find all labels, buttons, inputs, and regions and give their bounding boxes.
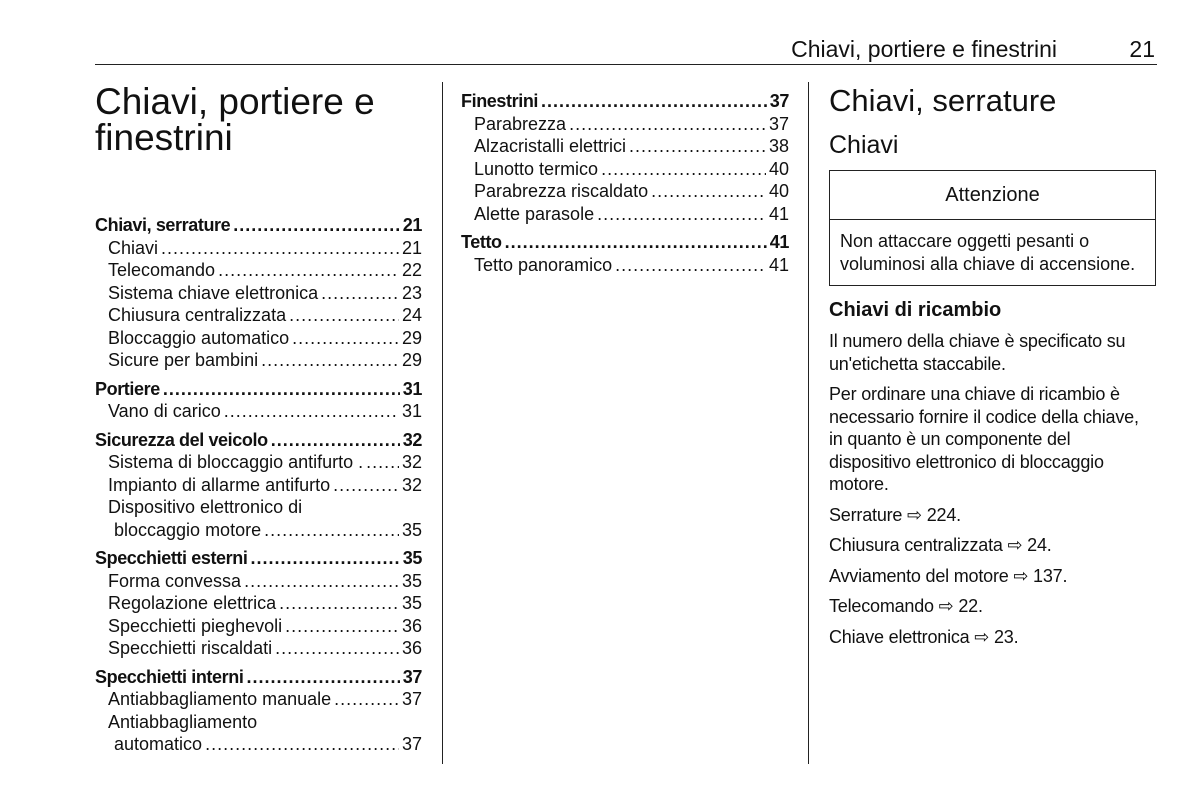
paragraph: Per ordinare una chiave di ricambio è necessario fornire il codice della chiave, in quanto è un componente del dispositivo elettronico di bloccaggio motore. [829,384,1139,494]
paragraph: Chiave elettronica ⇨ 23. [829,626,1019,647]
toc-entry-page: 41 [768,254,789,275]
toc-entry-page: 23 [401,282,422,303]
toc-section-entry [95,429,422,452]
toc-entry-page: 29 [401,327,422,348]
toc-leader-dots [366,451,399,474]
toc-entry-page: 36 [401,638,422,658]
toc-entry [461,158,789,181]
toc-entry [95,733,422,756]
toc-entry [95,304,422,327]
toc-leader-dots [541,90,767,113]
warning-text: Non attaccare oggetti pesanti o voluminosi alla chiave di accensione. [840,231,1136,274]
toc-entry [95,688,422,711]
toc-entry [461,203,789,226]
toc-leader-dots [629,135,766,158]
toc-entry-title: Impianto di allarme antifurto [108,474,331,495]
table-of-contents [95,214,422,762]
toc-section-entry [95,378,422,401]
toc-entry [95,349,422,372]
toc-leader-dots [334,688,399,711]
toc-entry-title: Sistema di bloccaggio antifurto . [108,452,364,472]
toc-entry [95,615,422,638]
toc-entry [95,570,422,593]
toc-entry [95,400,422,423]
toc-entry-page: 24 [401,305,422,325]
toc-entry-page: 21 [402,215,422,235]
toc-leader-dots [264,519,399,542]
toc-leader-dots [289,304,399,327]
toc-entry-title: Chiavi, serrature [95,215,231,235]
toc-entry-page: 35 [401,519,422,540]
toc-entry-title: Sistema chiave elettronica [108,282,319,303]
toc-entry [95,711,422,734]
toc-leader-dots [161,237,399,260]
toc-entry [461,135,789,158]
toc-group [95,547,422,660]
toc-entry-page: 40 [768,181,789,201]
toc-entry [461,113,789,136]
toc-entry [95,451,422,474]
toc-entry-title: Specchietti interni [95,666,244,687]
toc-section-entry [461,90,789,113]
toc-entry-title: Parabrezza riscaldato [474,181,649,201]
warning-box [829,170,1156,286]
toc-leader-dots [275,637,399,660]
toc-entry-title: Alzacristalli elettrici [474,136,627,156]
toc-group [95,666,422,756]
toc-entry [95,237,422,260]
toc-entry-title: automatico [114,734,203,754]
toc-entry [95,327,422,350]
toc-entry-title: Tetto [461,232,502,252]
toc-entry-title: Dispositivo elettronico di [108,497,303,517]
chapter-title: Chiavi, portiere e finestrini [95,81,375,158]
toc-entry-page: 35 [401,593,422,613]
paragraph: Serrature ⇨ 224. [829,504,961,525]
toc-entry-title: Parabrezza [474,113,567,134]
page-header [95,34,1157,65]
toc-entry-title: Forma convessa [108,570,242,591]
toc-group [461,231,789,276]
paragraph: Telecomando ⇨ 22. [829,596,983,616]
toc-leader-dots [279,592,399,615]
toc-entry-page: 31 [401,401,422,421]
toc-entry-title: Finestrini [461,91,539,111]
toc-leader-dots [224,400,399,423]
toc-entry-title: Portiere [95,378,160,399]
toc-section-entry [95,214,422,237]
toc-entry-page: 37 [769,91,789,111]
toc-entry-page: 37 [768,113,789,134]
toc-leader-dots [569,113,766,136]
toc-group [95,378,422,423]
toc-entry-page: 35 [401,570,422,591]
toc-entry-page: 35 [402,548,422,568]
toc-entry [95,474,422,497]
table-of-contents [461,90,789,282]
toc-entry [95,637,422,660]
toc-entry-page: 41 [769,232,789,252]
toc-entry-title: Sicurezza del veicolo [95,429,268,450]
toc-leader-dots [246,666,399,689]
toc-entry-page: 37 [402,666,422,687]
toc-leader-dots [601,158,766,181]
page-number: 21 [1129,36,1155,62]
toc-entry-title: Antiabbagliamento manuale [108,689,332,709]
subsection-title: Chiavi di ricambio [829,299,1002,321]
toc-entry-title: Lunotto termico [474,158,599,179]
toc-leader-dots [651,180,766,203]
toc-group [95,214,422,372]
toc-leader-dots [285,615,399,638]
toc-leader-dots [205,733,399,756]
warning-title: Attenzione [830,171,1155,220]
toc-entry-title: Sicure per bambini [108,350,259,370]
running-title: Chiavi, portiere e finestrini [791,36,1057,62]
section-content [829,84,1157,656]
toc-entry-page: 29 [401,350,422,370]
toc-leader-dots [233,214,399,237]
toc-entry-page: 41 [768,203,789,224]
toc-entry-title: Bloccaggio automatico [108,327,290,348]
toc-entry-title: bloccaggio motore [114,519,262,540]
toc-leader-dots [333,474,399,497]
toc-entry-page: 37 [401,734,422,754]
toc-leader-dots [271,429,400,452]
toc-leader-dots [218,259,399,282]
toc-entry-page: 32 [401,474,422,495]
toc-entry-page: 22 [401,260,422,280]
toc-section-entry [461,231,789,254]
toc-leader-dots [321,282,399,305]
paragraph: Chiusura centralizzata ⇨ 24. [829,535,1052,555]
toc-entry-page: 37 [401,689,422,709]
toc-leader-dots [505,231,767,254]
paragraph: Avviamento del motore ⇨ 137. [829,565,1068,586]
toc-entry-title: Telecomando [108,260,216,280]
toc-entry-page: 31 [402,378,422,399]
column-divider [442,82,443,764]
toc-entry [95,592,422,615]
toc-entry-title: Tetto panoramico [474,254,613,275]
toc-entry-page: 21 [401,237,422,258]
toc-leader-dots [261,349,399,372]
toc-entry-page: 40 [768,158,789,179]
toc-leader-dots [597,203,766,226]
toc-entry-page: 38 [768,136,789,156]
toc-entry-title: Specchietti riscaldati [108,638,273,658]
toc-entry [95,282,422,305]
toc-entry [95,519,422,542]
toc-entry-title: Antiabbagliamento [108,711,258,732]
column-divider [808,82,809,764]
toc-leader-dots [615,254,766,277]
toc-leader-dots [244,570,399,593]
toc-entry-title: Regolazione elettrica [108,593,277,613]
toc-section-entry [95,666,422,689]
toc-leader-dots [292,327,399,350]
paragraph: Il numero della chiave è specificato su un'etichetta staccabile. [829,331,1126,374]
toc-entry [95,496,422,519]
toc-entry-title: Vano di carico [108,401,221,421]
toc-entry-title: Specchietti pieghevoli [108,615,283,636]
toc-group [95,429,422,542]
section-title: Chiavi, serrature [829,83,1057,118]
toc-section-entry [95,547,422,570]
toc-leader-dots [163,378,400,401]
toc-leader-dots [250,547,399,570]
toc-entry-title: Alette parasole [474,203,595,224]
toc-entry-page: 32 [402,429,422,450]
toc-entry-page: 32 [401,452,422,472]
toc-entry [461,180,789,203]
toc-entry-page: 36 [401,615,422,636]
toc-entry [461,254,789,277]
toc-entry-title: Chiavi [108,237,159,258]
toc-entry-title: Chiusura centralizzata [108,305,287,325]
toc-entry [95,259,422,282]
toc-group [461,90,789,225]
body-text [829,330,1157,648]
toc-entry-title: Specchietti esterni [95,548,248,568]
section-subtitle: Chiavi [829,131,899,159]
